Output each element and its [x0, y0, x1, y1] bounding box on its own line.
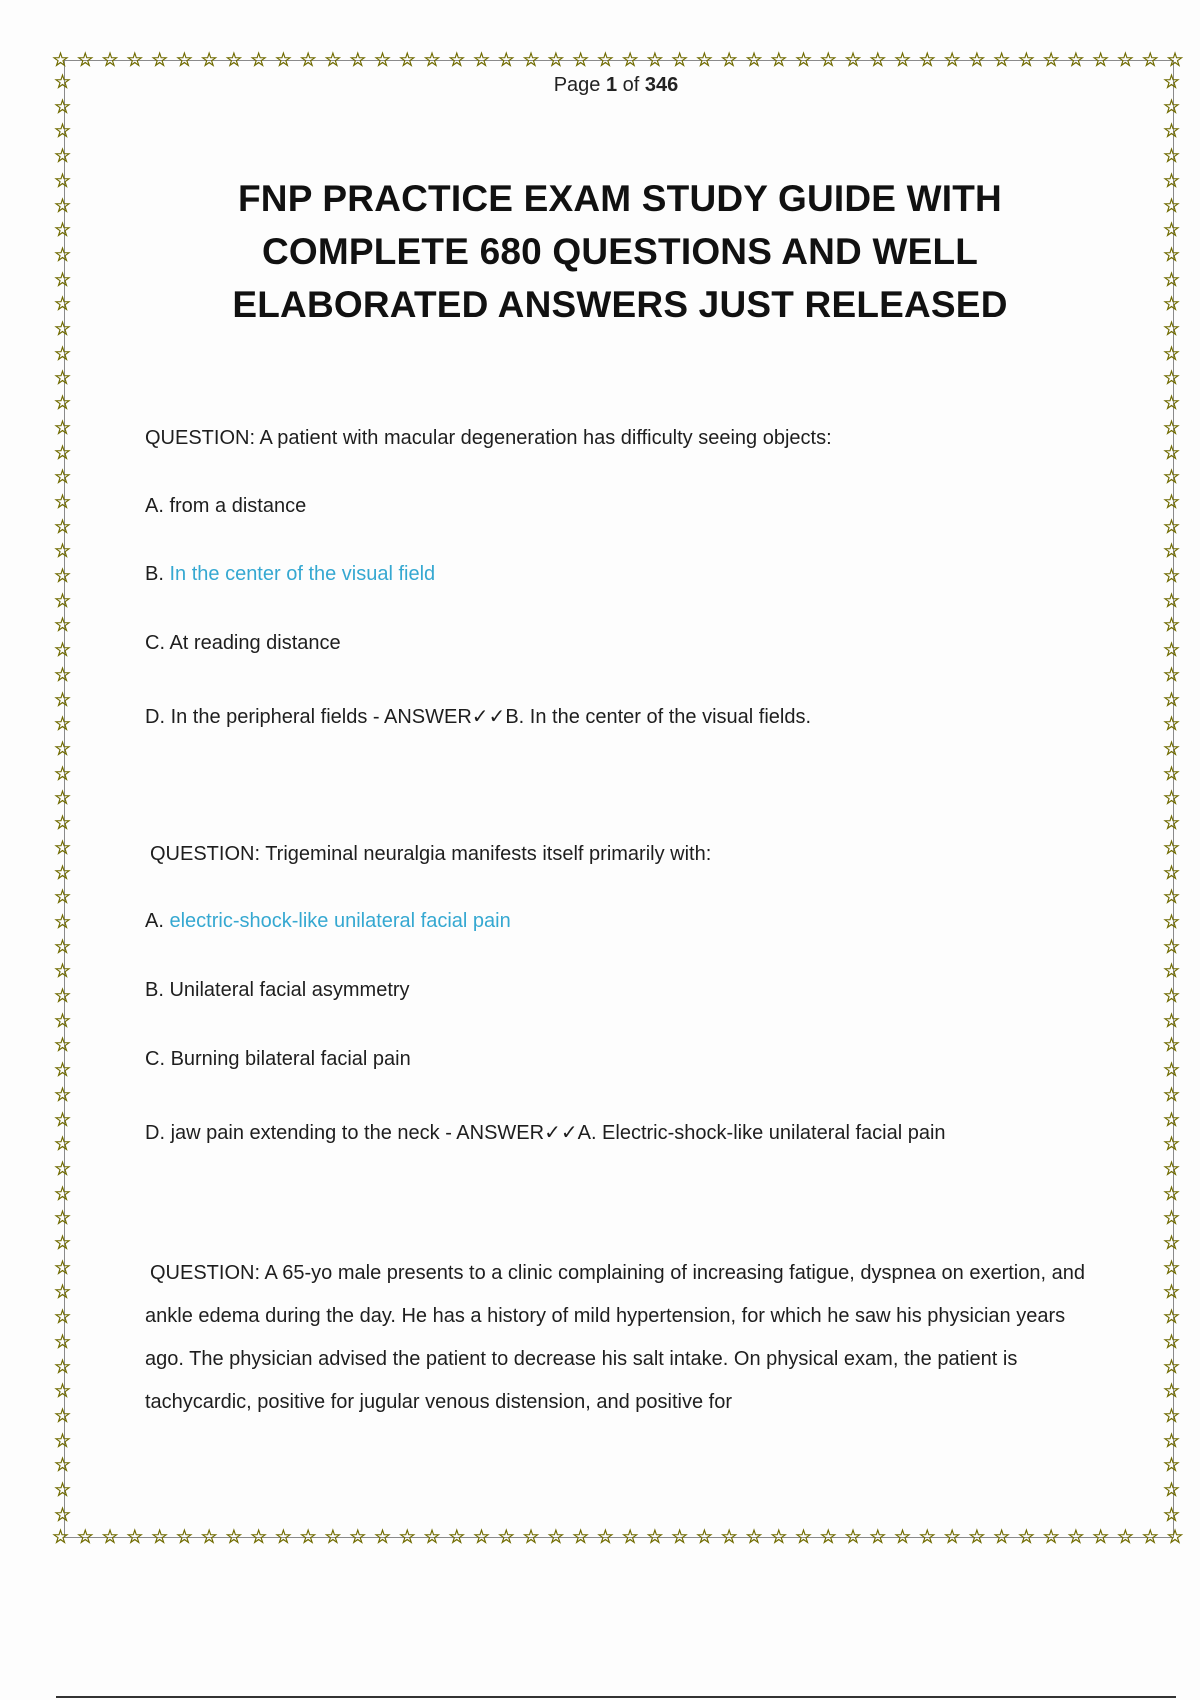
star-icon: ☆: [1116, 1527, 1134, 1548]
star-icon: ☆: [1163, 714, 1181, 736]
star-icon: ☆: [175, 1527, 193, 1548]
star-icon: ☆: [54, 862, 72, 884]
star-icon: ☆: [225, 50, 243, 71]
star-icon: ☆: [1163, 1331, 1181, 1353]
star-icon: ☆: [1163, 72, 1181, 93]
star-icon: ☆: [1163, 862, 1181, 884]
star-icon: ☆: [1166, 50, 1184, 71]
star-icon: ☆: [1163, 1405, 1181, 1427]
star-icon: ☆: [54, 1183, 72, 1205]
star-icon: ☆: [54, 121, 72, 143]
star-icon: ☆: [1017, 1527, 1035, 1548]
star-icon: ☆: [1067, 50, 1085, 71]
star-icon: ☆: [1163, 393, 1181, 415]
star-icon: ☆: [76, 1527, 94, 1548]
question-1-option-b: B. In the center of the visual field: [145, 563, 436, 585]
star-icon: ☆: [54, 393, 72, 415]
star-icon: ☆: [54, 1035, 72, 1057]
star-icon: ☆: [943, 1527, 961, 1548]
star-icon: ☆: [1163, 1480, 1181, 1502]
star-icon: ☆: [1163, 1455, 1181, 1477]
star-icon: ☆: [695, 1527, 713, 1548]
star-icon: ☆: [547, 50, 565, 71]
star-icon: ☆: [52, 1527, 70, 1548]
star-icon: ☆: [423, 1527, 441, 1548]
star-icon: ☆: [1163, 1356, 1181, 1378]
star-icon: ☆: [54, 96, 72, 118]
star-icon: ☆: [175, 50, 193, 71]
star-icon: ☆: [398, 50, 416, 71]
star-icon: ☆: [1163, 1134, 1181, 1156]
star-icon: ☆: [1163, 1381, 1181, 1403]
question-1: QUESTION: A patient with macular degeneration has difficulty seeing objects:: [145, 427, 832, 449]
star-icon: ☆: [1163, 615, 1181, 637]
question-2-option-d: D. jaw pain extending to the neck - ANSWER✓✓A. Electric-shock-like unilateral facial pain: [145, 1122, 946, 1144]
star-icon: ☆: [54, 170, 72, 192]
question-2: QUESTION: Trigeminal neuralgia manifests itself primarily with:: [150, 843, 712, 865]
star-icon: ☆: [52, 50, 70, 71]
star-icon: ☆: [349, 1527, 367, 1548]
star-icon: ☆: [596, 1527, 614, 1548]
question-1-option-d: D. In the peripheral fields - ANSWER✓✓B. In the center of the visual fields.: [145, 706, 812, 728]
star-icon: ☆: [1163, 689, 1181, 711]
star-border-left: [54, 72, 71, 1527]
star-icon: ☆: [1163, 664, 1181, 686]
star-icon: ☆: [54, 1010, 72, 1032]
star-icon: ☆: [373, 50, 391, 71]
star-icon: ☆: [126, 50, 144, 71]
star-icon: ☆: [695, 50, 713, 71]
star-icon: ☆: [54, 1257, 72, 1279]
star-icon: ☆: [54, 541, 72, 563]
star-icon: ☆: [373, 1527, 391, 1548]
star-icon: ☆: [770, 50, 788, 71]
star-icon: ☆: [869, 50, 887, 71]
star-icon: ☆: [1163, 1257, 1181, 1279]
star-icon: ☆: [101, 50, 119, 71]
star-icon: ☆: [349, 50, 367, 71]
star-icon: ☆: [1163, 1035, 1181, 1057]
star-icon: ☆: [844, 50, 862, 71]
star-icon: ☆: [646, 50, 664, 71]
star-icon: ☆: [968, 50, 986, 71]
footer-divider: [56, 1696, 1176, 1698]
star-icon: ☆: [54, 911, 72, 933]
star-icon: ☆: [54, 467, 72, 489]
star-icon: ☆: [1163, 1183, 1181, 1205]
star-icon: ☆: [1163, 121, 1181, 143]
star-icon: ☆: [76, 50, 94, 71]
star-icon: ☆: [324, 1527, 342, 1548]
star-icon: ☆: [1163, 911, 1181, 933]
star-icon: ☆: [54, 195, 72, 217]
star-icon: ☆: [54, 986, 72, 1008]
star-icon: ☆: [1163, 417, 1181, 439]
star-icon: ☆: [943, 50, 961, 71]
star-icon: ☆: [1163, 96, 1181, 118]
star-icon: ☆: [1163, 986, 1181, 1008]
star-icon: ☆: [54, 220, 72, 242]
star-icon: ☆: [54, 417, 72, 439]
star-icon: ☆: [54, 244, 72, 266]
star-icon: ☆: [918, 1527, 936, 1548]
star-icon: ☆: [423, 50, 441, 71]
star-icon: ☆: [1163, 195, 1181, 217]
star-icon: ☆: [1163, 1158, 1181, 1180]
star-icon: ☆: [54, 714, 72, 736]
star-icon: ☆: [1163, 1282, 1181, 1304]
star-icon: ☆: [1092, 50, 1110, 71]
star-icon: ☆: [54, 590, 72, 612]
star-icon: ☆: [1163, 319, 1181, 341]
star-icon: ☆: [993, 1527, 1011, 1548]
star-icon: ☆: [1163, 763, 1181, 785]
star-icon: ☆: [794, 1527, 813, 1548]
star-icon: ☆: [1092, 1527, 1110, 1548]
star-icon: ☆: [54, 491, 72, 513]
star-icon: ☆: [54, 146, 72, 168]
star-icon: ☆: [1042, 1527, 1060, 1548]
star-icon: ☆: [250, 1527, 268, 1548]
star-icon: ☆: [1163, 170, 1181, 192]
star-icon: ☆: [1163, 1208, 1181, 1230]
star-icon: ☆: [54, 738, 72, 760]
star-icon: ☆: [1163, 1504, 1181, 1526]
star-icon: ☆: [54, 368, 72, 390]
star-icon: ☆: [671, 50, 689, 71]
star-icon: ☆: [671, 1527, 689, 1548]
star-icon: ☆: [1163, 813, 1181, 835]
star-icon: ☆: [621, 1527, 639, 1548]
star-icon: ☆: [522, 50, 540, 71]
star-icon: ☆: [1141, 1527, 1159, 1548]
current-page: 1: [605, 74, 618, 96]
star-icon: ☆: [54, 664, 72, 686]
star-icon: ☆: [151, 50, 169, 71]
star-icon: ☆: [1163, 1307, 1181, 1329]
star-icon: ☆: [54, 1480, 72, 1502]
star-icon: ☆: [448, 1527, 466, 1548]
star-icon: ☆: [547, 1527, 565, 1548]
page-number: Page 1 of 346: [553, 74, 679, 96]
star-icon: ☆: [1163, 491, 1181, 513]
star-icon: ☆: [54, 516, 72, 538]
star-icon: ☆: [54, 1504, 72, 1526]
star-icon: ☆: [968, 1527, 986, 1548]
star-icon: ☆: [1166, 1527, 1184, 1548]
star-icon: ☆: [572, 50, 590, 71]
star-icon: ☆: [1163, 837, 1181, 859]
star-icon: ☆: [745, 50, 763, 71]
star-icon: ☆: [894, 50, 912, 71]
star-icon: ☆: [1163, 788, 1181, 810]
star-icon: ☆: [299, 1527, 317, 1548]
question-3: QUESTION: A 65-yo male presents to a clinic complaining of increasing fatigue, dyspnea on exertion, and ankle edema during the day. He has a history of mild hypertension, for which he saw his physician years ago. The physician advised the patient to decrease his salt intake. On physical exam, the patient is tachycardic, positive for jugular venous distension, and positive for: [145, 1262, 1085, 1413]
star-icon: ☆: [1141, 50, 1159, 71]
star-icon: ☆: [1163, 1109, 1181, 1131]
star-icon: ☆: [54, 1060, 72, 1082]
star-icon: ☆: [497, 50, 515, 71]
star-icon: ☆: [54, 936, 72, 958]
star-icon: ☆: [250, 50, 268, 71]
question-1-option-a: A. from a distance: [145, 495, 307, 517]
star-icon: ☆: [54, 343, 72, 365]
star-icon: ☆: [770, 1527, 788, 1548]
star-icon: ☆: [1116, 50, 1134, 71]
star-icon: ☆: [54, 1208, 72, 1230]
star-icon: ☆: [1163, 220, 1181, 242]
star-icon: ☆: [720, 50, 738, 71]
star-icon: ☆: [54, 837, 72, 859]
star-icon: ☆: [54, 813, 72, 835]
star-icon: ☆: [274, 1527, 292, 1548]
star-icon: ☆: [54, 269, 72, 291]
star-icon: ☆: [1163, 343, 1181, 365]
question-2-option-c: C. Burning bilateral facial pain: [145, 1048, 411, 1070]
star-icon: ☆: [126, 1527, 144, 1548]
star-icon: ☆: [869, 1527, 887, 1548]
total-pages: 346: [644, 74, 679, 96]
star-icon: ☆: [572, 1527, 590, 1548]
star-icon: ☆: [54, 1455, 72, 1477]
star-icon: ☆: [918, 50, 936, 71]
question-2-option-a: A. electric-shock-like unilateral facial pain: [145, 910, 511, 932]
question-1-option-c: C. At reading distance: [145, 632, 341, 654]
highlighted-answer: In the center of the visual field: [169, 563, 436, 585]
star-icon: ☆: [1163, 467, 1181, 489]
star-icon: ☆: [299, 50, 317, 71]
star-border-right: [1163, 72, 1180, 1527]
star-icon: ☆: [324, 50, 342, 71]
star-icon: ☆: [1163, 244, 1181, 266]
star-border-bottom: [52, 1527, 1184, 1549]
document-title: FNP PRACTICE EXAM STUDY GUIDE WITH COMPLETE 680 QUESTIONS AND WELL ELABORATED ANSWERS JUST RELEASED: [232, 178, 1008, 325]
star-icon: ☆: [1163, 1430, 1181, 1452]
star-icon: ☆: [200, 50, 218, 71]
star-icon: ☆: [522, 1527, 540, 1548]
star-icon: ☆: [54, 763, 72, 785]
star-icon: ☆: [473, 1527, 491, 1548]
star-icon: ☆: [1163, 1010, 1181, 1032]
star-icon: ☆: [1163, 1084, 1181, 1106]
star-icon: ☆: [54, 566, 72, 588]
star-icon: ☆: [1163, 590, 1181, 612]
star-icon: ☆: [894, 1527, 912, 1548]
star-icon: ☆: [54, 1307, 72, 1329]
star-icon: ☆: [54, 1405, 72, 1427]
star-icon: ☆: [1067, 1527, 1085, 1548]
star-icon: ☆: [54, 961, 72, 983]
star-icon: ☆: [1163, 442, 1181, 464]
star-icon: ☆: [54, 319, 72, 341]
star-icon: ☆: [1163, 1060, 1181, 1082]
star-icon: ☆: [54, 1109, 72, 1131]
star-icon: ☆: [54, 1356, 72, 1378]
star-icon: ☆: [274, 50, 292, 71]
star-icon: ☆: [1163, 541, 1181, 563]
star-icon: ☆: [794, 50, 813, 71]
star-icon: ☆: [844, 1527, 862, 1548]
star-icon: ☆: [54, 615, 72, 637]
star-icon: ☆: [621, 50, 639, 71]
star-icon: ☆: [1163, 738, 1181, 760]
star-icon: ☆: [54, 1158, 72, 1180]
star-icon: ☆: [745, 1527, 763, 1548]
star-icon: ☆: [101, 1527, 119, 1548]
star-icon: ☆: [720, 1527, 738, 1548]
star-icon: ☆: [1163, 640, 1181, 662]
star-icon: ☆: [54, 1134, 72, 1156]
star-icon: ☆: [54, 1331, 72, 1353]
star-icon: ☆: [54, 72, 72, 93]
star-icon: ☆: [1163, 887, 1181, 909]
star-icon: ☆: [1163, 1233, 1181, 1255]
star-icon: ☆: [54, 1233, 72, 1255]
star-icon: ☆: [1017, 50, 1035, 71]
star-icon: ☆: [151, 1527, 169, 1548]
star-icon: ☆: [596, 50, 614, 71]
star-icon: ☆: [54, 1381, 72, 1403]
star-icon: ☆: [54, 1430, 72, 1452]
star-icon: ☆: [819, 50, 837, 71]
star-icon: ☆: [1163, 368, 1181, 390]
star-icon: ☆: [54, 442, 72, 464]
star-icon: ☆: [54, 788, 72, 810]
star-icon: ☆: [54, 689, 72, 711]
star-icon: ☆: [54, 640, 72, 662]
star-icon: ☆: [54, 887, 72, 909]
star-icon: ☆: [1163, 516, 1181, 538]
star-icon: ☆: [54, 294, 72, 316]
star-icon: ☆: [646, 1527, 664, 1548]
star-icon: ☆: [993, 50, 1011, 71]
star-icon: ☆: [448, 50, 466, 71]
star-icon: ☆: [497, 1527, 515, 1548]
highlighted-answer: electric-shock-like unilateral facial pain: [169, 910, 511, 932]
star-icon: ☆: [54, 1084, 72, 1106]
star-icon: ☆: [398, 1527, 416, 1548]
star-icon: ☆: [1163, 961, 1181, 983]
star-icon: ☆: [200, 1527, 218, 1548]
star-border-top: [52, 50, 1184, 72]
star-icon: ☆: [1163, 936, 1181, 958]
star-icon: ☆: [819, 1527, 837, 1548]
star-icon: ☆: [1163, 294, 1181, 316]
star-icon: ☆: [1163, 269, 1181, 291]
star-icon: ☆: [1042, 50, 1060, 71]
star-icon: ☆: [473, 50, 491, 71]
star-icon: ☆: [54, 1282, 72, 1304]
star-icon: ☆: [1163, 566, 1181, 588]
star-icon: ☆: [1163, 146, 1181, 168]
question-2-option-b: B. Unilateral facial asymmetry: [145, 979, 410, 1001]
star-icon: ☆: [225, 1527, 243, 1548]
